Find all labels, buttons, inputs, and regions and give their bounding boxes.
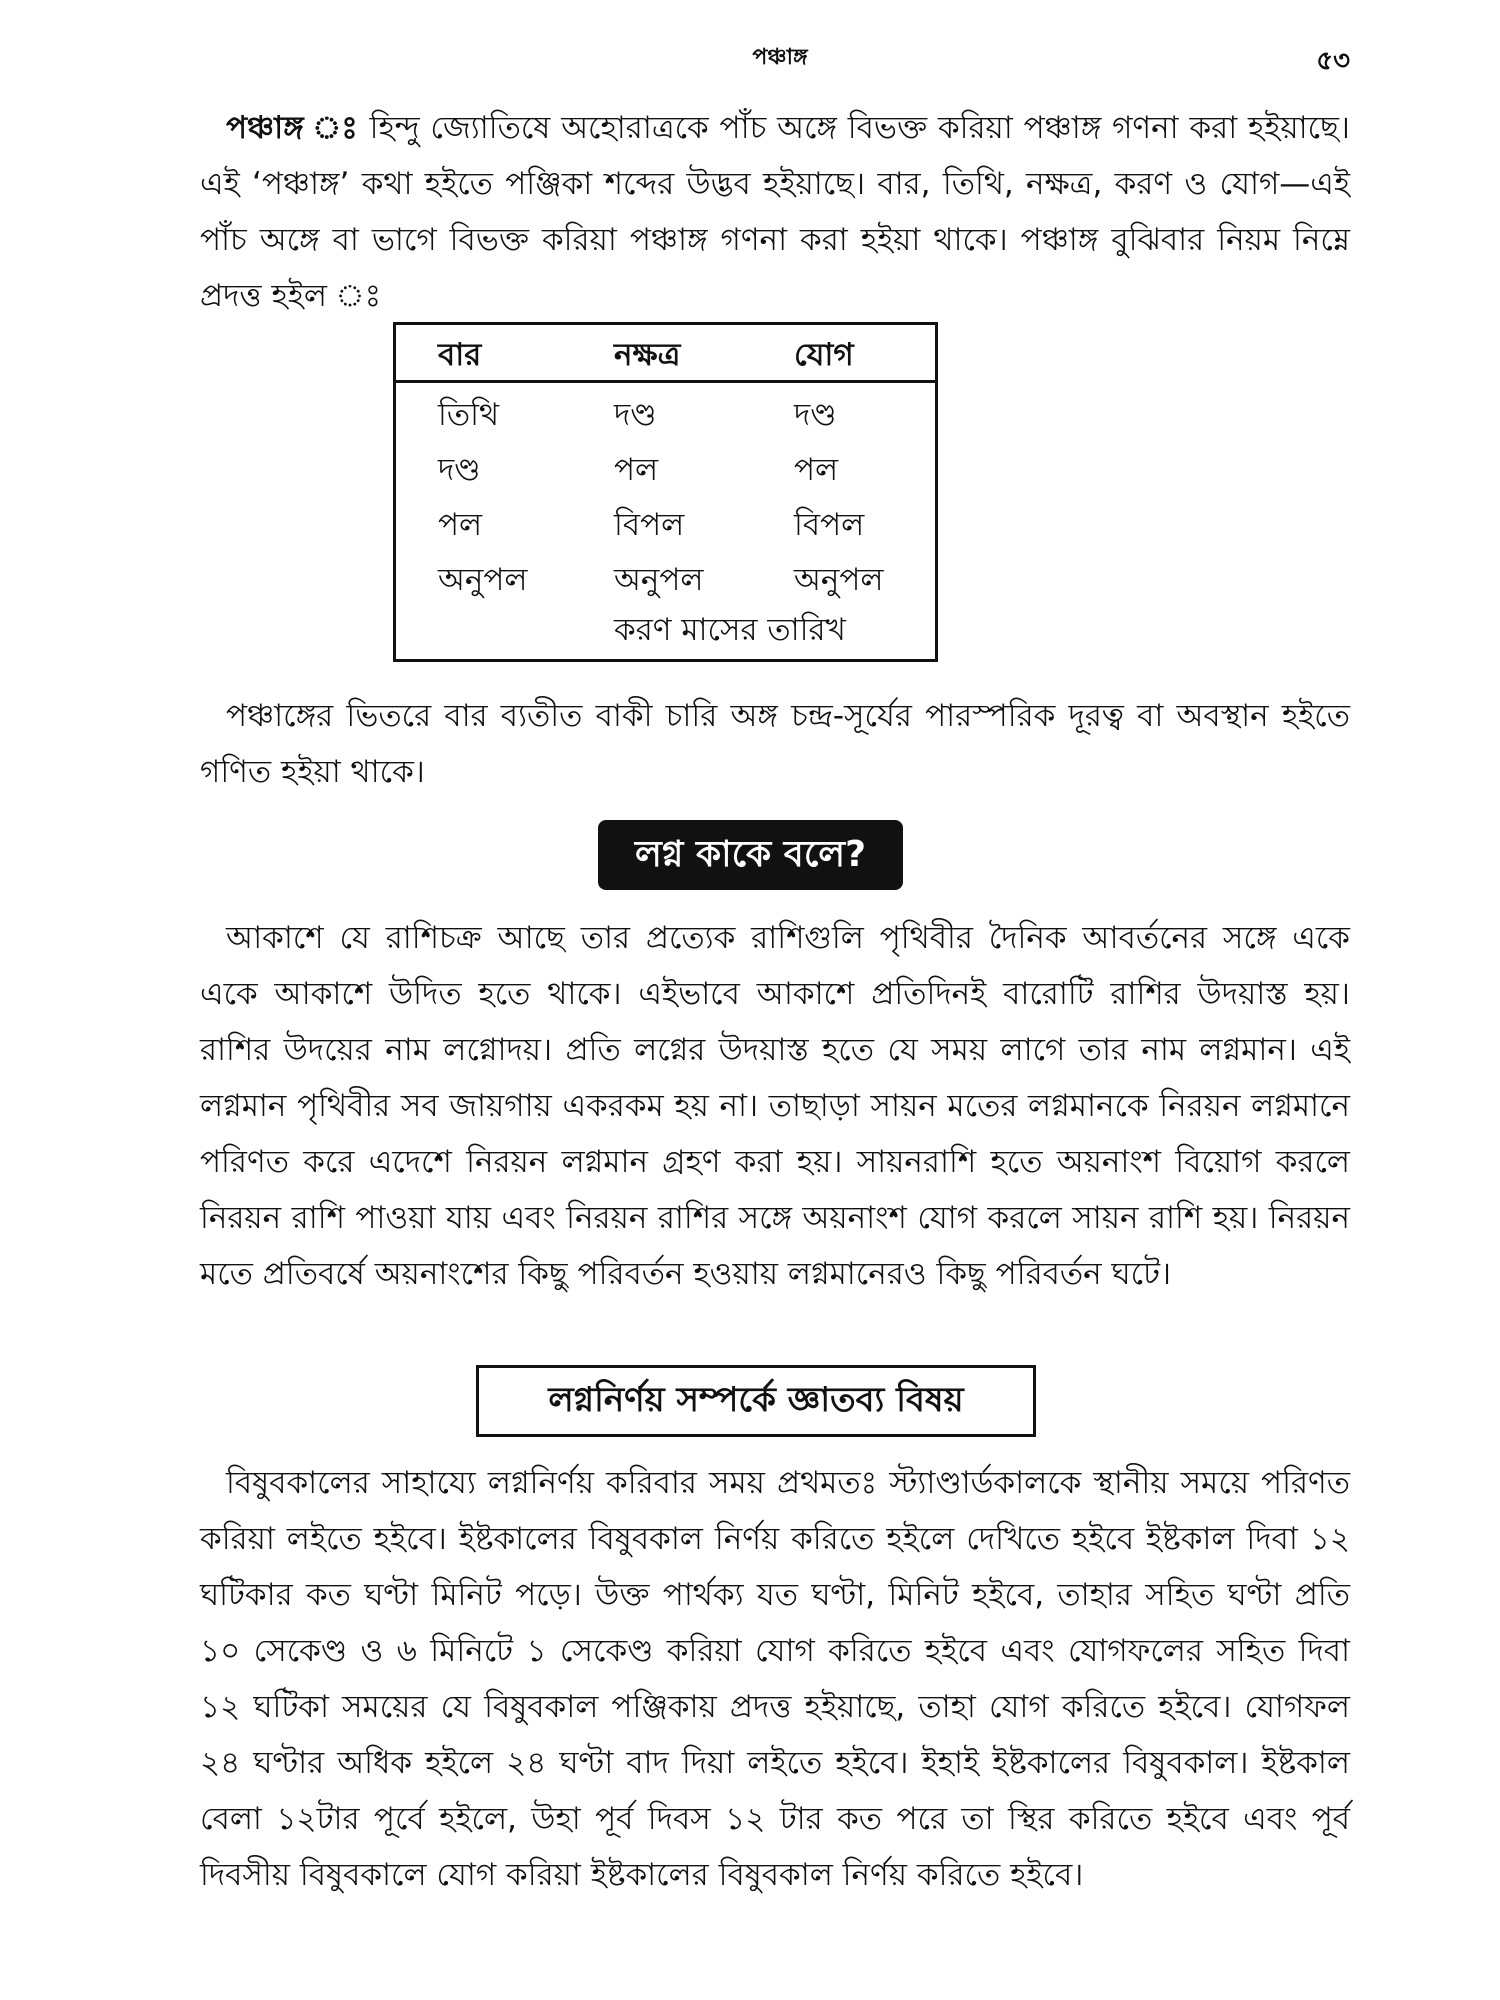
table-cell: পল: [794, 452, 839, 488]
table-cell: অনুপল: [794, 562, 884, 598]
table-cell: বিপল: [614, 507, 685, 543]
lagna-paragraph: আকাশে যে রাশিচক্র আছে তার প্রত্যেক রাশিগুলি পৃথিবীর দৈনিক আবর্তনের সঙ্গে একে একে আকাশে উদিত হতে থাকে। এইভাবে আকাশে প্রতিদিনই বারোটি রাশির উদয়াস্ত হয়। রাশির উদয়ের নাম লগ্নোদয়। প্রতি লগ্নের উদয়াস্ত হতে যে সময় লাগে তার নাম লগ্নমান। এই লগ্নমান পৃথিবীর সব জায়গায় একরকম হয় না। তাছাড়া সায়ন মতের লগ্নমানকে নিরয়ন লগ্নমানে পরিণত করে এদেশে নিরয়ন লগ্নমান গ্রহণ করা হয়। সায়নরাশি হতে অয়নাংশ বিয়োগ করলে নিরয়ন রাশি পাওয়া যায় এবং নিরয়ন রাশির সঙ্গে অয়নাংশ যোগ করলে সায়ন রাশি হয়। নিরয়ন মতে প্রতিবর্ষে অয়নাংশের কিছু পরিবর্তন হওয়ায় লগ্নমানেরও কিছু পরিবর্তন ঘটে।: [200, 920, 1350, 1292]
table-cell: দণ্ড: [438, 452, 481, 488]
panchanga-note-paragraph: পঞ্চাঙ্গের ভিতরে বার ব্যতীত বাকী চারি অঙ্গ চন্দ্র-সূর্যের পারস্পরিক দূরত্ব বা অবস্থান হইতে গণিত হইয়া থাকে।: [200, 698, 1350, 790]
table-cell: বিপল: [794, 507, 865, 543]
table-cell: দণ্ড: [614, 397, 657, 433]
intro-lead-term: পঞ্চাঙ্গ ঃ: [226, 110, 359, 146]
lagna-nirnay-paragraph: বিষুবকালের সাহায্যে লগ্ননির্ণয় করিবার সময় প্রথমতঃ স্ট্যাণ্ডার্ডকালকে স্থানীয় সময়ে পরিণত করিয়া লইতে হইবে। ইষ্টকালের বিষুবকাল নির্ণয় করিতে হইলে দেখিতে হইবে ইষ্টকাল দিবা ১২ ঘটিকার কত ঘণ্টা মিনিট পড়ে। উক্ত পার্থক্য যত ঘণ্টা, মিনিট হইবে, তাহার সহিত ঘণ্টা প্রতি ১০ সেকেণ্ড ও ৬ মিনিটে ১ সেকেণ্ড করিয়া যোগ করিতে হইবে এবং যোগফলের সহিত দিবা ১২ ঘটিকা সময়ের যে বিষুবকাল পঞ্জিকায় প্রদত্ত হইয়াছে, তাহা যোগ করিতে হইবে। যোগফল ২৪ ঘণ্টার অধিক হইলে ২৪ ঘণ্টা বাদ দিয়া লইতে হইবে। ইহাই ইষ্টকালের বিষুবকাল। ইষ্টকাল বেলা ১২টার পূর্বে হইলে, উহা পূর্ব দিবস ১২ টার কত পরে তা স্থির করিতে হইবে এবং পূর্ব দিবসীয় বিষুবকালে যোগ করিয়া ইষ্টকালের বিষুবকাল নির্ণয় করিতে হইবে।: [200, 1465, 1350, 1893]
table-footer-cell: করণ মাসের তারিখ: [614, 612, 846, 648]
table-header-cell: যোগ: [794, 337, 854, 373]
section-title-lagna: লগ্ন কাকে বলে?: [598, 820, 903, 890]
section-title-lagna-nirnay: লগ্ননির্ণয় সম্পর্কে জ্ঞাতব্য বিষয়: [476, 1365, 1036, 1437]
table-cell: অনুপল: [438, 562, 528, 598]
table-cell: তিথি: [438, 397, 500, 433]
table-cell: পল: [438, 507, 483, 543]
table-cell: পল: [614, 452, 659, 488]
table-header-cell: নক্ষত্র: [614, 337, 681, 373]
panchanga-table: [393, 322, 938, 662]
intro-paragraph-text: হিন্দু জ্যোতিষে অহোরাত্রকে পাঁচ অঙ্গে বিভক্ত করিয়া পঞ্চাঙ্গ গণনা করা হইয়াছে। এই ‘পঞ্চাঙ্গ’ কথা হইতে পঞ্জিকা শব্দের উদ্ভব হইয়াছে। বার, তিথি, নক্ষত্র, করণ ও যোগ—এই পাঁচ অঙ্গে বা ভাগে বিভক্ত করিয়া পঞ্চাঙ্গ গণনা করা হইয়া থাকে। পঞ্চাঙ্গ বুঝিবার নিয়ম নিম্নে প্রদত্ত হইল ঃ: [200, 110, 1350, 314]
table-cell: দণ্ড: [794, 397, 837, 433]
intro-paragraph: [200, 100, 1350, 324]
table-header-row: [396, 325, 935, 383]
running-title: পঞ্চাঙ্গ: [752, 45, 808, 70]
page-number: ৫৩: [1316, 46, 1350, 76]
table-cell: অনুপল: [614, 562, 704, 598]
table-header-cell: বার: [438, 337, 482, 373]
